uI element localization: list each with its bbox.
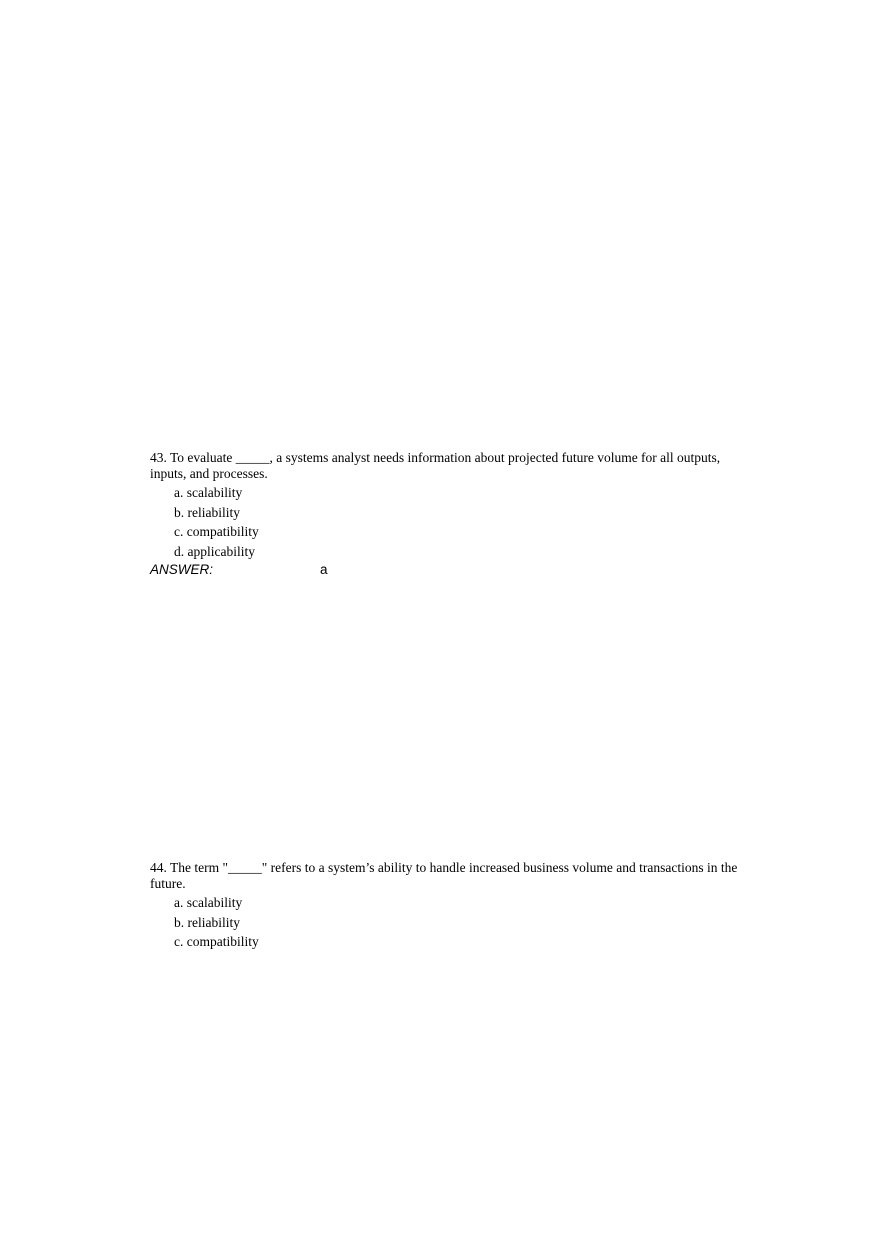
answer-row [150,561,740,579]
option-list [150,483,740,561]
option-d: d. applicability [174,543,255,559]
question-44 [150,860,740,952]
question-43 [150,450,740,579]
option-a: a. scalability [174,895,243,910]
option-c: c. compatibility [174,524,259,539]
question-text: 43. To evaluate _____, a systems analyst needs information about projected future volume for all outputs, inputs, and processes. [150,450,721,481]
option-c: c. compatibility [174,934,259,949]
question-text: 44. The term "_____" refers to a system’s ability to handle increased business volume and transactions in the future. [150,860,738,891]
option-list [150,893,740,952]
answer-value: a [320,562,328,577]
answer-label: ANSWER: [150,562,214,577]
option-b: b. reliability [174,504,240,520]
option-b: b. reliability [174,914,240,930]
option-a: a. scalability [174,485,243,500]
